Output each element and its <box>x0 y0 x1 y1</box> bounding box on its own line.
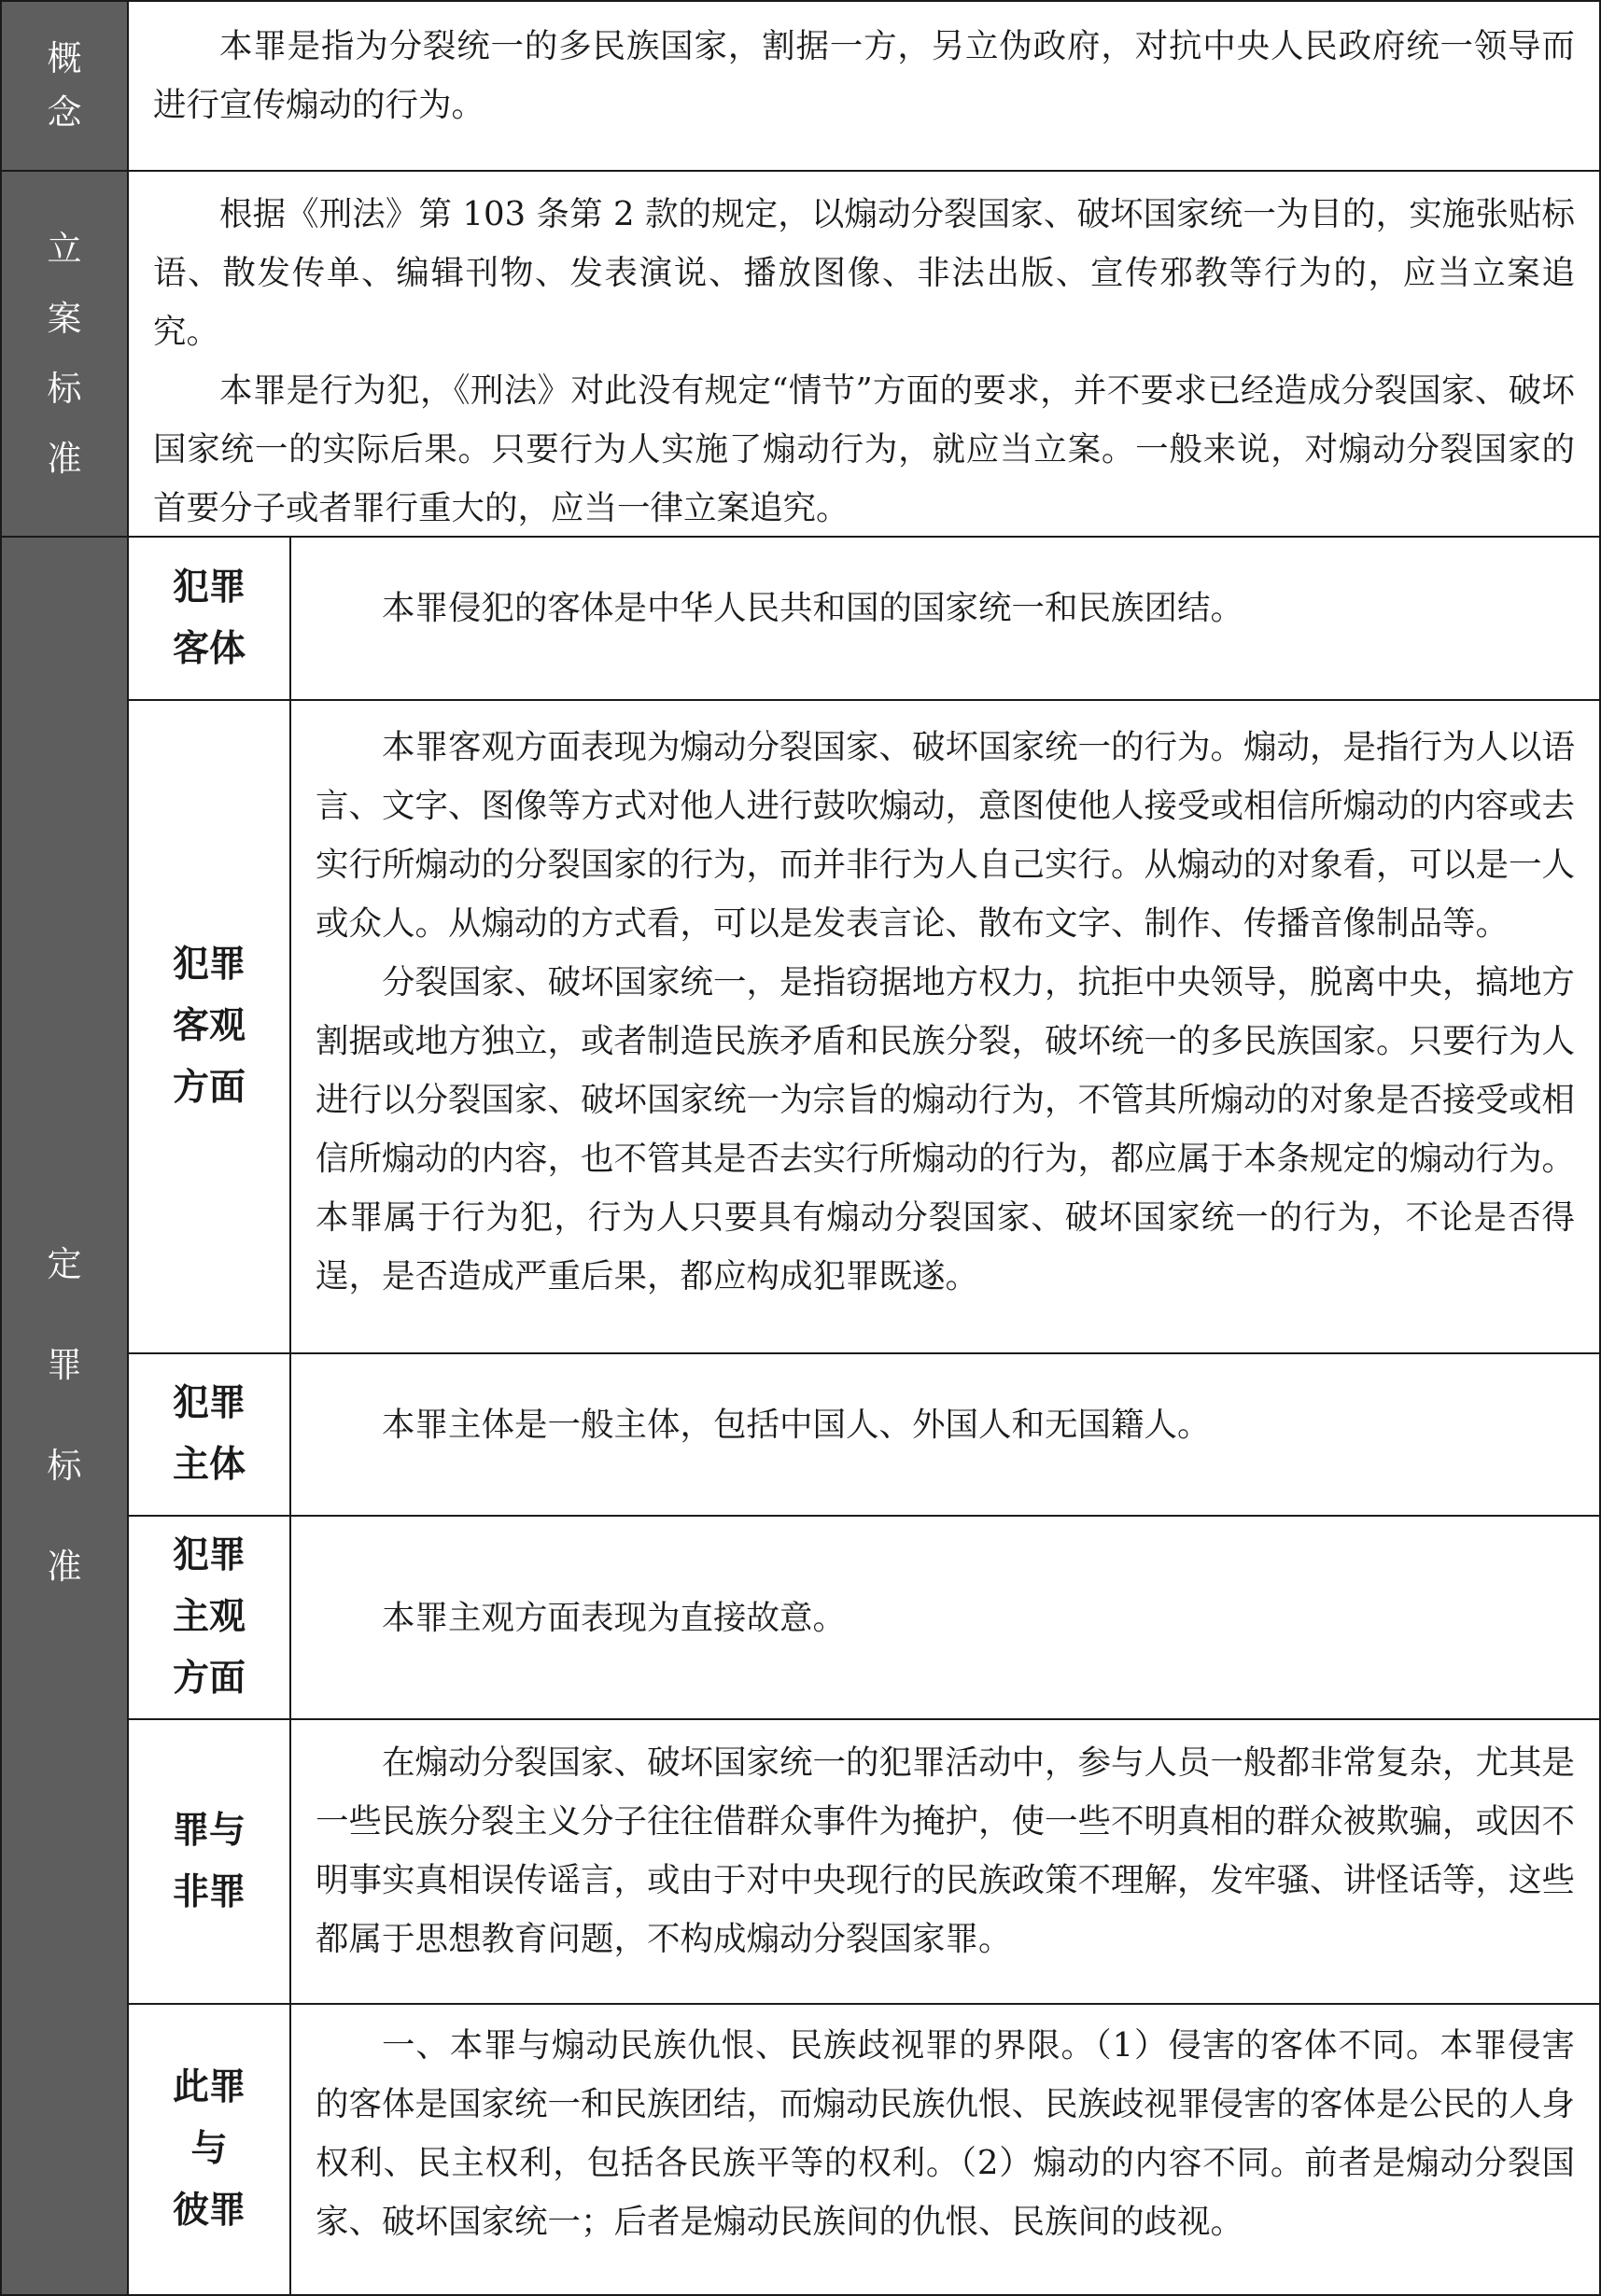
subrow-paragraph: 本罪侵犯的客体是中华人民共和国的国家统一和民族团结。 <box>382 589 1244 627</box>
subrow-label-line: 客体 <box>172 627 246 670</box>
subrow-text-objective-aspect <box>291 701 1599 1352</box>
filing-label-char: 标 <box>47 369 82 409</box>
table-border-top <box>0 0 1601 2</box>
concept-label <box>2 2 127 170</box>
subrow-paragraph: 本罪客观方面表现为煽动分裂国家、破坏国家统一的行为。煽动，是指行为人以语言、文字、图像等方式对他人进行鼓吹煽动，意图使他人接受或相信所煽动的内容或去实行所煽动的分裂国家的行为，而并非行为人自己实行。从煽动的对象看，可以是一人或众人。从煽动的方式看，可以是发表言论、散布文字、制作、传播音像制品等。 <box>316 728 1576 943</box>
subrow-divider <box>127 2003 1601 2005</box>
subrow-divider <box>127 1718 1601 1720</box>
subrow-label-line: 彼罪 <box>172 2190 246 2232</box>
row-divider <box>0 536 1601 538</box>
subrow-label-line: 方面 <box>172 1067 246 1109</box>
conviction-label-char: 罪 <box>47 1345 82 1385</box>
conviction-standard-label <box>2 538 127 2294</box>
subrow-label-line: 罪与 <box>172 1809 246 1852</box>
filing-paragraph: 根据《刑法》第 103 条第 2 款的规定，以煽动分裂国家、破坏国家统一为目的，实施张贴标语、散发传单、编辑刊物、发表演说、播放图像、非法出版、宣传邪教等行为的，应当立案追究。 <box>153 195 1575 351</box>
subrow-label-objective-aspect <box>129 701 289 1352</box>
column-divider-sub <box>289 538 291 2296</box>
subrow-label-line: 主体 <box>172 1444 246 1486</box>
concept-label-char: 念 <box>47 92 82 133</box>
subrow-paragraph: 在煽动分裂国家、破坏国家统一的犯罪活动中，参与人员一般都非常复杂，尤其是一些民族分裂主义分子往往借群众事件为掩护，使一些不明真相的群众被欺骗，或因不明事实真相误传谣言，或由于对中央现行的民族政策不理解，发牢骚、讲怪话等，这些都属于思想教育问题，不构成煽动分裂国家罪。 <box>316 1743 1576 1958</box>
concept-text <box>129 2 1599 170</box>
subrow-label-line: 非罪 <box>172 1870 246 1913</box>
filing-label-char: 立 <box>47 229 82 269</box>
filing-paragraph: 本罪是行为犯，《刑法》对此没有规定“情节”方面的要求，并不要求已经造成分裂国家、破坏国家统一的实际后果。只要行为人实施了煽动行为，就应当立案。一般来说，对煽动分裂国家的首要分子或者罪行重大的，应当一律立案追究。 <box>153 371 1575 527</box>
subrow-paragraph: 本罪主观方面表现为直接故意。 <box>382 1598 847 1637</box>
filing-standard-text <box>129 172 1599 536</box>
subrow-paragraph: 本罪主体是一般主体，包括中国人、外国人和无国籍人。 <box>382 1405 1211 1444</box>
subrow-label-subject <box>129 1354 289 1515</box>
subrow-text-subject <box>291 1354 1599 1515</box>
table-border-left <box>0 0 2 2296</box>
subrow-label-line: 此罪 <box>172 2066 246 2108</box>
subrow-label-line: 客观 <box>172 1005 246 1047</box>
subrow-label-line: 犯罪 <box>172 944 246 986</box>
subrow-label-line: 犯罪 <box>172 1534 246 1576</box>
subrow-label-object <box>129 538 289 699</box>
filing-label-char: 案 <box>47 299 82 339</box>
filing-standard-label <box>2 172 127 536</box>
subrow-label-line: 犯罪 <box>172 566 246 609</box>
subrow-paragraph: 一、本罪与煽动民族仇恨、民族歧视罪的界限。（1）侵害的客体不同。本罪侵害的客体是国家统一和民族团结，而煽动民族仇恨、民族歧视罪侵害的客体是公民的人身权利、民主权利，包括各民族平等的权利。（2）煽动的内容不同。前者是煽动分裂国家、破坏国家统一；后者是煽动民族间的仇恨、民族间的歧视。 <box>316 2026 1576 2241</box>
conviction-label-char: 准 <box>47 1547 82 1587</box>
subrow-divider <box>127 699 1601 701</box>
subrow-text-crime-or-not <box>291 1720 1599 2003</box>
subrow-label-this-vs-other <box>129 2005 289 2294</box>
subrow-text-object <box>291 538 1599 699</box>
subrow-label-line: 方面 <box>172 1658 246 1700</box>
subrow-label-line: 主观 <box>172 1596 246 1638</box>
subrow-text-this-vs-other <box>291 2005 1599 2294</box>
subrow-paragraph: 分裂国家、破坏国家统一，是指窃据地方权力，抗拒中央领导，脱离中央，搞地方割据或地方独立，或者制造民族矛盾和民族分裂，破坏统一的多民族国家。只要行为人进行以分裂国家、破坏国家统一为宗旨的煽动行为，不管其所煽动的对象是否接受或相信所煽动的内容，也不管其是否去实行所煽动的行为，都应属于本条规定的煽动行为。本罪属于行为犯，行为人只要具有煽动分裂国家、破坏国家统一的行为，不论是否得逞，是否造成严重后果，都应构成犯罪既遂。 <box>316 963 1576 1295</box>
filing-label-char: 准 <box>47 439 82 479</box>
subrow-label-subjective-aspect <box>129 1517 289 1718</box>
conviction-label-char: 标 <box>47 1446 82 1486</box>
conviction-label-char: 定 <box>47 1244 82 1284</box>
subrow-label-crime-or-not <box>129 1720 289 2003</box>
row-divider <box>0 170 1601 172</box>
subrow-text-subjective-aspect <box>291 1517 1599 1718</box>
column-divider-main <box>127 0 129 2296</box>
subrow-divider <box>127 1352 1601 1354</box>
subrow-label-line: 与 <box>190 2128 228 2170</box>
concept-label-char: 概 <box>47 38 82 78</box>
subrow-label-line: 犯罪 <box>172 1382 246 1424</box>
subrow-divider <box>127 1515 1601 1517</box>
concept-paragraph: 本罪是指为分裂统一的多民族国家，割据一方，另立伪政府，对抗中央人民政府统一领导而进行宣传煽动的行为。 <box>153 27 1575 124</box>
